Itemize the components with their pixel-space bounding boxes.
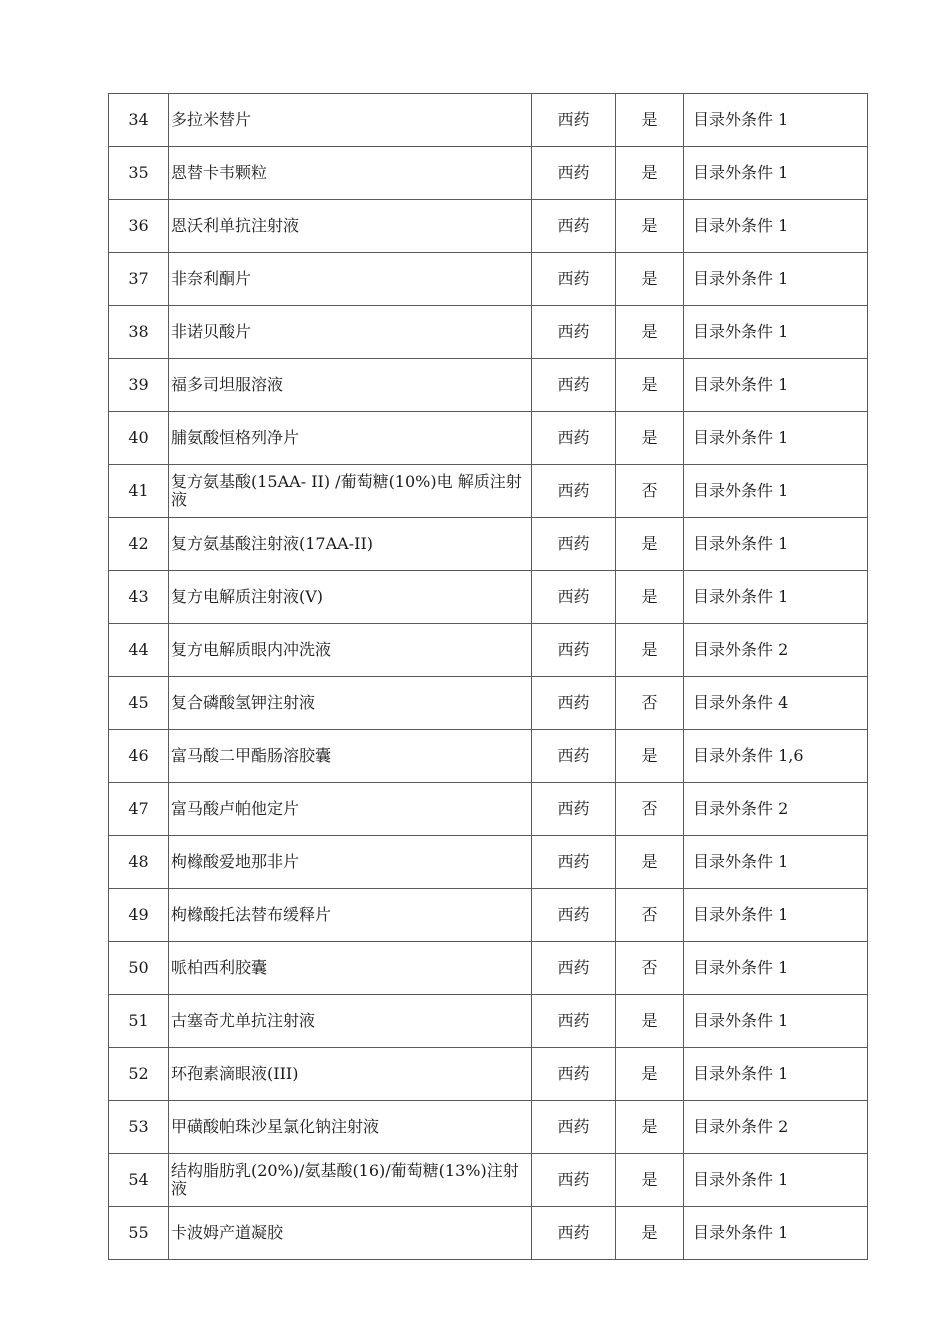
row-number: 42 [109, 518, 169, 571]
flag-value: 是 [616, 1154, 684, 1207]
condition-value: 目录外条件 1 [684, 306, 868, 359]
drug-type: 西药 [532, 942, 616, 995]
row-number: 54 [109, 1154, 169, 1207]
flag-value: 是 [616, 571, 684, 624]
condition-value: 目录外条件 1 [684, 1154, 868, 1207]
drug-name: 甲磺酸帕珠沙星氯化钠注射液 [169, 1101, 532, 1154]
condition-value: 目录外条件 4 [684, 677, 868, 730]
flag-value: 是 [616, 1048, 684, 1101]
drug-name: 恩替卡韦颗粒 [169, 147, 532, 200]
row-number: 55 [109, 1207, 169, 1260]
table-row [109, 200, 868, 253]
condition-value: 目录外条件 1 [684, 147, 868, 200]
condition-value: 目录外条件 1 [684, 836, 868, 889]
table-row [109, 465, 868, 518]
condition-value: 目录外条件 1,6 [684, 730, 868, 783]
drug-type: 西药 [532, 1048, 616, 1101]
row-number: 46 [109, 730, 169, 783]
drug-type: 西药 [532, 730, 616, 783]
drug-type: 西药 [532, 412, 616, 465]
drug-name: 哌柏西利胶囊 [169, 942, 532, 995]
row-number: 40 [109, 412, 169, 465]
flag-value: 否 [616, 889, 684, 942]
row-number: 49 [109, 889, 169, 942]
table-row [109, 147, 868, 200]
row-number: 36 [109, 200, 169, 253]
table-row [109, 889, 868, 942]
drug-type: 西药 [532, 1154, 616, 1207]
flag-value: 否 [616, 465, 684, 518]
table-row [109, 677, 868, 730]
drug-type: 西药 [532, 783, 616, 836]
table-row [109, 571, 868, 624]
drug-name: 富马酸卢帕他定片 [169, 783, 532, 836]
drug-name: 福多司坦服溶液 [169, 359, 532, 412]
row-number: 38 [109, 306, 169, 359]
condition-value: 目录外条件 2 [684, 624, 868, 677]
table-row [109, 94, 868, 147]
flag-value: 否 [616, 677, 684, 730]
condition-value: 目录外条件 1 [684, 571, 868, 624]
condition-value: 目录外条件 1 [684, 1048, 868, 1101]
table-row [109, 836, 868, 889]
table-row [109, 1207, 868, 1260]
table-row [109, 624, 868, 677]
drug-type: 西药 [532, 571, 616, 624]
condition-value: 目录外条件 1 [684, 518, 868, 571]
drug-type: 西药 [532, 200, 616, 253]
condition-value: 目录外条件 1 [684, 412, 868, 465]
flag-value: 是 [616, 359, 684, 412]
drug-name: 复方电解质眼内冲洗液 [169, 624, 532, 677]
flag-value: 是 [616, 1101, 684, 1154]
drug-type: 西药 [532, 253, 616, 306]
drug-type: 西药 [532, 94, 616, 147]
drug-name: 复方电解质注射液(V) [169, 571, 532, 624]
drug-name: 枸橼酸托法替布缓释片 [169, 889, 532, 942]
flag-value: 是 [616, 200, 684, 253]
flag-value: 是 [616, 518, 684, 571]
condition-value: 目录外条件 1 [684, 995, 868, 1048]
drug-name: 复方氨基酸注射液(17AA-II) [169, 518, 532, 571]
drug-type: 西药 [532, 995, 616, 1048]
table-row [109, 783, 868, 836]
table-row [109, 359, 868, 412]
table-row [109, 518, 868, 571]
drug-type: 西药 [532, 889, 616, 942]
flag-value: 是 [616, 94, 684, 147]
drug-name: 非诺贝酸片 [169, 306, 532, 359]
row-number: 43 [109, 571, 169, 624]
row-number: 45 [109, 677, 169, 730]
drug-type: 西药 [532, 306, 616, 359]
table-row [109, 730, 868, 783]
flag-value: 否 [616, 942, 684, 995]
row-number: 44 [109, 624, 169, 677]
flag-value: 是 [616, 624, 684, 677]
row-number: 35 [109, 147, 169, 200]
table-row [109, 412, 868, 465]
drug-name: 环孢素滴眼液(III) [169, 1048, 532, 1101]
condition-value: 目录外条件 1 [684, 253, 868, 306]
flag-value: 是 [616, 253, 684, 306]
row-number: 47 [109, 783, 169, 836]
table-row [109, 942, 868, 995]
table-row [109, 1048, 868, 1101]
row-number: 50 [109, 942, 169, 995]
flag-value: 是 [616, 412, 684, 465]
drug-name: 恩沃利单抗注射液 [169, 200, 532, 253]
table-row [109, 1101, 868, 1154]
row-number: 52 [109, 1048, 169, 1101]
drug-name: 卡波姆产道凝胶 [169, 1207, 532, 1260]
flag-value: 是 [616, 1207, 684, 1260]
drug-name: 脯氨酸恒格列净片 [169, 412, 532, 465]
table-body [109, 94, 868, 1260]
table-row [109, 1154, 868, 1207]
row-number: 39 [109, 359, 169, 412]
drug-name: 古塞奇尤单抗注射液 [169, 995, 532, 1048]
drug-type: 西药 [532, 1207, 616, 1260]
table-row [109, 253, 868, 306]
drug-name: 富马酸二甲酯肠溶胶囊 [169, 730, 532, 783]
drug-name: 复合磷酸氢钾注射液 [169, 677, 532, 730]
drug-name: 结构脂肪乳(20%)/氨基酸(16)/葡萄糖(13%)注射液 [169, 1154, 532, 1207]
flag-value: 是 [616, 995, 684, 1048]
row-number: 51 [109, 995, 169, 1048]
drug-list-table [108, 93, 868, 1260]
row-number: 37 [109, 253, 169, 306]
drug-type: 西药 [532, 465, 616, 518]
condition-value: 目录外条件 1 [684, 94, 868, 147]
drug-type: 西药 [532, 836, 616, 889]
drug-name: 复方氨基酸(15AA- II) /葡萄糖(10%)电 解质注射液 [169, 465, 532, 518]
row-number: 48 [109, 836, 169, 889]
drug-name: 多拉米替片 [169, 94, 532, 147]
drug-type: 西药 [532, 1101, 616, 1154]
condition-value: 目录外条件 1 [684, 889, 868, 942]
drug-type: 西药 [532, 518, 616, 571]
flag-value: 否 [616, 783, 684, 836]
condition-value: 目录外条件 1 [684, 200, 868, 253]
flag-value: 是 [616, 306, 684, 359]
flag-value: 是 [616, 147, 684, 200]
flag-value: 是 [616, 730, 684, 783]
condition-value: 目录外条件 1 [684, 1207, 868, 1260]
row-number: 53 [109, 1101, 169, 1154]
row-number: 41 [109, 465, 169, 518]
condition-value: 目录外条件 2 [684, 1101, 868, 1154]
drug-type: 西药 [532, 359, 616, 412]
condition-value: 目录外条件 1 [684, 942, 868, 995]
condition-value: 目录外条件 1 [684, 465, 868, 518]
flag-value: 是 [616, 836, 684, 889]
drug-type: 西药 [532, 624, 616, 677]
drug-name: 枸橼酸爱地那非片 [169, 836, 532, 889]
drug-type: 西药 [532, 147, 616, 200]
condition-value: 目录外条件 2 [684, 783, 868, 836]
drug-name: 非奈利酮片 [169, 253, 532, 306]
condition-value: 目录外条件 1 [684, 359, 868, 412]
drug-type: 西药 [532, 677, 616, 730]
table-row [109, 306, 868, 359]
row-number: 34 [109, 94, 169, 147]
table-row [109, 995, 868, 1048]
